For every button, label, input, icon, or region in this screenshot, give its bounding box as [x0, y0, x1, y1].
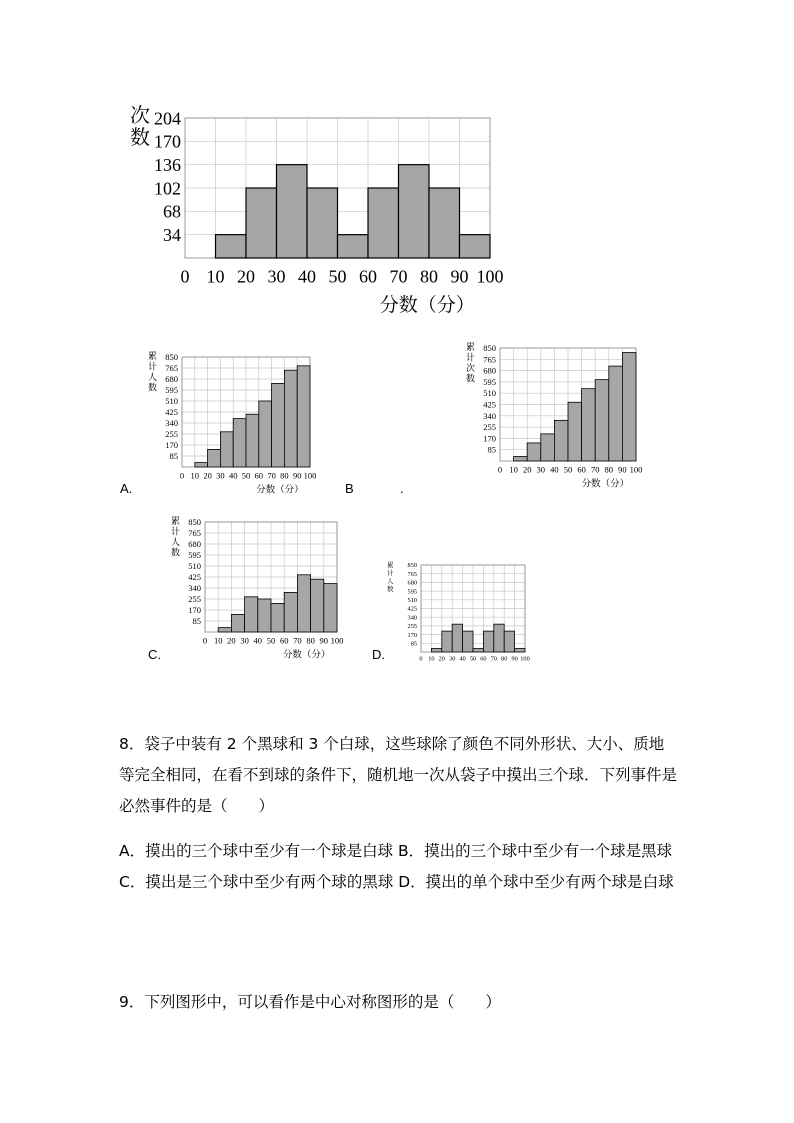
- bar-70-80: [595, 380, 609, 461]
- x-tick-label: 30: [449, 655, 456, 663]
- y-axis-title-char: 数: [148, 383, 158, 394]
- y-axis-title-char: 数: [130, 125, 150, 149]
- x-tick-label: 60: [577, 464, 586, 475]
- option-c-chart: [168, 508, 378, 663]
- bar-10-20: [195, 463, 208, 467]
- y-tick-label: 850: [407, 562, 417, 570]
- y-tick-label: 204: [154, 108, 181, 129]
- y-tick-label: 340: [483, 410, 496, 421]
- x-tick-label: 0: [202, 635, 208, 646]
- y-tick-label: 170: [188, 604, 201, 615]
- y-axis-title-char: 人: [387, 577, 394, 585]
- bar-50-60: [271, 603, 284, 632]
- x-tick-label: 70: [590, 464, 600, 475]
- y-tick-label: 255: [483, 422, 496, 433]
- option-c-label: C.: [148, 647, 161, 662]
- x-tick-label: 10: [509, 464, 518, 475]
- bars: [195, 366, 310, 467]
- x-tick-label: 60: [480, 655, 487, 663]
- y-tick-label: 68: [163, 201, 181, 222]
- x-tick-label: 80: [306, 635, 315, 646]
- question-9: 9．下列图形中，可以看作是中心对称图形的是（ ）: [119, 993, 501, 1011]
- y-tick-label: 680: [483, 365, 496, 376]
- y-tick-label: 595: [407, 588, 417, 596]
- x-tick-label: 80: [280, 470, 289, 481]
- bar-80-90: [284, 370, 297, 467]
- y-tick-label: 136: [154, 154, 181, 175]
- x-tick-label: 20: [237, 266, 255, 287]
- x-tick-label: 20: [438, 655, 445, 663]
- x-tick-label: 50: [328, 266, 347, 287]
- y-tick-label: 85: [192, 615, 201, 626]
- bar-70-80: [494, 624, 504, 652]
- option-a-chart: [140, 345, 340, 495]
- y-axis-title-char: 累: [466, 343, 476, 353]
- bars: [218, 575, 337, 632]
- option-d-chart: [387, 560, 540, 665]
- x-tick-label: 30: [216, 470, 225, 481]
- y-tick-label: 595: [483, 376, 496, 387]
- bar-30-40: [541, 434, 555, 461]
- bar-90-100: [324, 584, 337, 632]
- bar-80-90: [429, 188, 460, 258]
- bar-60-70: [368, 188, 399, 258]
- y-axis-title-char: 数: [466, 374, 476, 385]
- x-tick-label: 70: [267, 470, 276, 481]
- bar-50-60: [568, 402, 582, 461]
- bar-10-20: [431, 649, 441, 652]
- y-tick-label: 425: [188, 571, 201, 582]
- bar-50-60: [473, 649, 483, 652]
- y-axis-title-char: 数: [387, 585, 394, 593]
- y-tick-label: 595: [188, 549, 201, 560]
- y-axis-title-char: 计: [387, 569, 394, 577]
- bar-10-20: [514, 456, 528, 461]
- y-tick-label: 170: [165, 439, 178, 450]
- bar-20-30: [246, 188, 277, 258]
- bar-70-80: [399, 165, 430, 258]
- x-tick-label: 90: [450, 266, 469, 287]
- x-tick-label: 40: [459, 655, 466, 663]
- x-tick-label: 80: [420, 266, 438, 287]
- bar-40-50: [554, 420, 568, 461]
- bar-30-40: [277, 165, 308, 258]
- question-8: 8．袋子中装有 2 个黑球和 3 个白球，这些球除了颜色不同外形状、大小、质地等完全相同，在看不到球的条件下，随机地一次从袋子中摸出三个球．下列事件是必然事件的是（ ）: [119, 735, 678, 815]
- y-tick-label: 425: [165, 406, 178, 417]
- y-tick-label: 425: [407, 605, 417, 613]
- option-b-label: B: [345, 481, 354, 496]
- y-tick-label: 425: [483, 399, 496, 410]
- y-tick-label: 102: [154, 178, 181, 199]
- x-axis-title: 分数（分）: [282, 649, 331, 661]
- bar-60-70: [582, 389, 596, 461]
- bar-30-40: [452, 624, 462, 652]
- y-axis-title-char: 次: [130, 103, 150, 127]
- x-tick-label: 30: [536, 464, 546, 475]
- y-tick-label: 255: [188, 593, 201, 604]
- bar-40-50: [233, 419, 246, 467]
- y-tick-label: 340: [407, 614, 417, 622]
- x-tick-label: 10: [428, 655, 435, 663]
- x-tick-label: 40: [253, 635, 263, 646]
- x-tick-label: 80: [501, 655, 508, 663]
- y-tick-label: 510: [188, 560, 201, 571]
- bar-60-70: [259, 401, 272, 467]
- y-axis-title-char: 累: [171, 517, 181, 527]
- x-tick-label: 70: [293, 635, 302, 646]
- y-tick-label: 510: [483, 388, 496, 399]
- y-tick-label: 850: [483, 342, 496, 353]
- y-tick-label: 765: [165, 362, 178, 373]
- x-tick-label: 0: [179, 470, 185, 481]
- y-tick-label: 765: [407, 570, 417, 578]
- y-tick-label: 850: [188, 516, 201, 527]
- y-tick-label: 170: [407, 631, 417, 639]
- x-tick-label: 50: [266, 635, 276, 646]
- x-axis-title: 分数（分）: [581, 478, 630, 490]
- y-axis-title-char: 累: [148, 352, 158, 362]
- x-tick-label: 90: [319, 635, 329, 646]
- y-axis-title-char: 计: [148, 362, 158, 373]
- x-tick-label: 50: [469, 655, 477, 663]
- x-tick-label: 30: [240, 635, 249, 646]
- x-tick-label: 50: [241, 470, 251, 481]
- y-tick-label: 765: [188, 527, 201, 538]
- x-tick-label: 90: [511, 655, 518, 663]
- x-tick-label: 20: [227, 635, 236, 646]
- x-tick-label: 80: [604, 464, 614, 475]
- y-tick-label: 680: [165, 373, 178, 384]
- y-axis-title-char: 计: [466, 353, 476, 364]
- y-tick-label: 680: [188, 538, 201, 549]
- bar-20-30: [527, 443, 541, 461]
- y-tick-label: 170: [154, 131, 181, 152]
- bar-50-60: [338, 235, 369, 258]
- y-tick-label: 340: [165, 417, 178, 428]
- x-tick-label: 0: [180, 266, 190, 287]
- y-tick-label: 85: [487, 444, 496, 455]
- y-tick-label: 85: [410, 640, 417, 648]
- x-tick-label: 10: [190, 470, 200, 481]
- bar-50-60: [246, 414, 259, 467]
- x-tick-label: 90: [618, 464, 627, 475]
- bar-80-90: [504, 631, 514, 652]
- bar-80-90: [311, 579, 324, 632]
- x-tick-label: 40: [298, 266, 316, 287]
- x-tick-label: 50: [563, 464, 573, 475]
- x-tick-label: 10: [213, 635, 223, 646]
- bar-20-30: [231, 614, 244, 632]
- y-axis-title-char: 累: [387, 561, 394, 569]
- bar-90-100: [460, 235, 491, 258]
- y-axis-title-char: 次: [466, 364, 476, 374]
- bar-20-30: [208, 449, 221, 467]
- x-tick-label: 10: [206, 266, 225, 287]
- y-tick-label: 85: [169, 450, 178, 461]
- bar-30-40: [245, 597, 258, 632]
- y-tick-label: 34: [163, 224, 181, 245]
- x-tick-label: 30: [267, 266, 286, 287]
- option-b-dot: .: [400, 481, 404, 496]
- bar-70-80: [297, 575, 310, 632]
- x-tick-label: 100: [303, 470, 317, 481]
- x-tick-label: 0: [419, 655, 423, 663]
- x-tick-label: 20: [203, 470, 212, 481]
- bar-20-30: [442, 631, 452, 652]
- option-d-label: D.: [372, 647, 385, 662]
- x-tick-label: 100: [330, 635, 344, 646]
- y-tick-label: 850: [165, 351, 178, 362]
- bar-10-20: [216, 235, 247, 258]
- bar-30-40: [220, 432, 233, 467]
- y-tick-label: 510: [407, 597, 417, 605]
- bars: [514, 353, 636, 461]
- option-b-chart: [458, 340, 688, 495]
- option-a-label: A.: [120, 481, 133, 496]
- bar-40-50: [258, 599, 271, 632]
- x-tick-label: 100: [629, 464, 643, 475]
- x-tick-label: 60: [359, 266, 377, 287]
- x-tick-label: 40: [550, 464, 559, 475]
- y-tick-label: 255: [165, 428, 178, 439]
- histogram-chart: [110, 100, 550, 330]
- y-tick-label: 680: [407, 579, 417, 587]
- x-tick-label: 0: [497, 464, 503, 475]
- x-tick-label: 60: [279, 635, 289, 646]
- bar-90-100: [622, 353, 636, 461]
- x-tick-label: 90: [292, 470, 302, 481]
- y-tick-label: 510: [165, 395, 178, 406]
- x-tick-label: 60: [254, 470, 264, 481]
- bar-90-100: [297, 366, 310, 467]
- x-tick-label: 20: [522, 464, 532, 475]
- y-axis-title-char: 数: [171, 548, 181, 559]
- question-8-options: A．摸出的三个球中至少有一个球是白球 B．摸出的三个球中至少有一个球是黑球 C．摸出是三个球中至少有两个球的黑球 D．摸出的单个球中至少有两个球是白球: [119, 842, 674, 891]
- bars: [431, 624, 525, 652]
- bar-60-70: [284, 592, 297, 632]
- x-tick-label: 70: [490, 655, 497, 663]
- y-axis-title-char: 人: [148, 373, 158, 383]
- y-tick-label: 765: [483, 354, 496, 365]
- x-tick-label: 70: [389, 266, 408, 287]
- bar-40-50: [307, 188, 338, 258]
- bar-80-90: [609, 366, 623, 461]
- y-tick-label: 255: [407, 623, 417, 631]
- x-axis-title: 分数（分）: [256, 484, 304, 496]
- bar-60-70: [483, 631, 493, 652]
- x-axis-title: 分数（分）: [379, 293, 475, 316]
- bar-70-80: [272, 383, 285, 467]
- y-axis-title-char: 计: [171, 527, 181, 538]
- bar-10-20: [218, 628, 231, 632]
- y-tick-label: 170: [483, 433, 496, 444]
- y-axis-title-char: 人: [171, 538, 181, 548]
- x-tick-label: 100: [476, 266, 504, 287]
- y-tick-label: 595: [165, 384, 178, 395]
- x-tick-label: 100: [520, 655, 530, 663]
- bar-90-100: [515, 649, 525, 652]
- x-tick-label: 40: [228, 470, 238, 481]
- bar-40-50: [463, 631, 473, 652]
- y-tick-label: 340: [188, 582, 201, 593]
